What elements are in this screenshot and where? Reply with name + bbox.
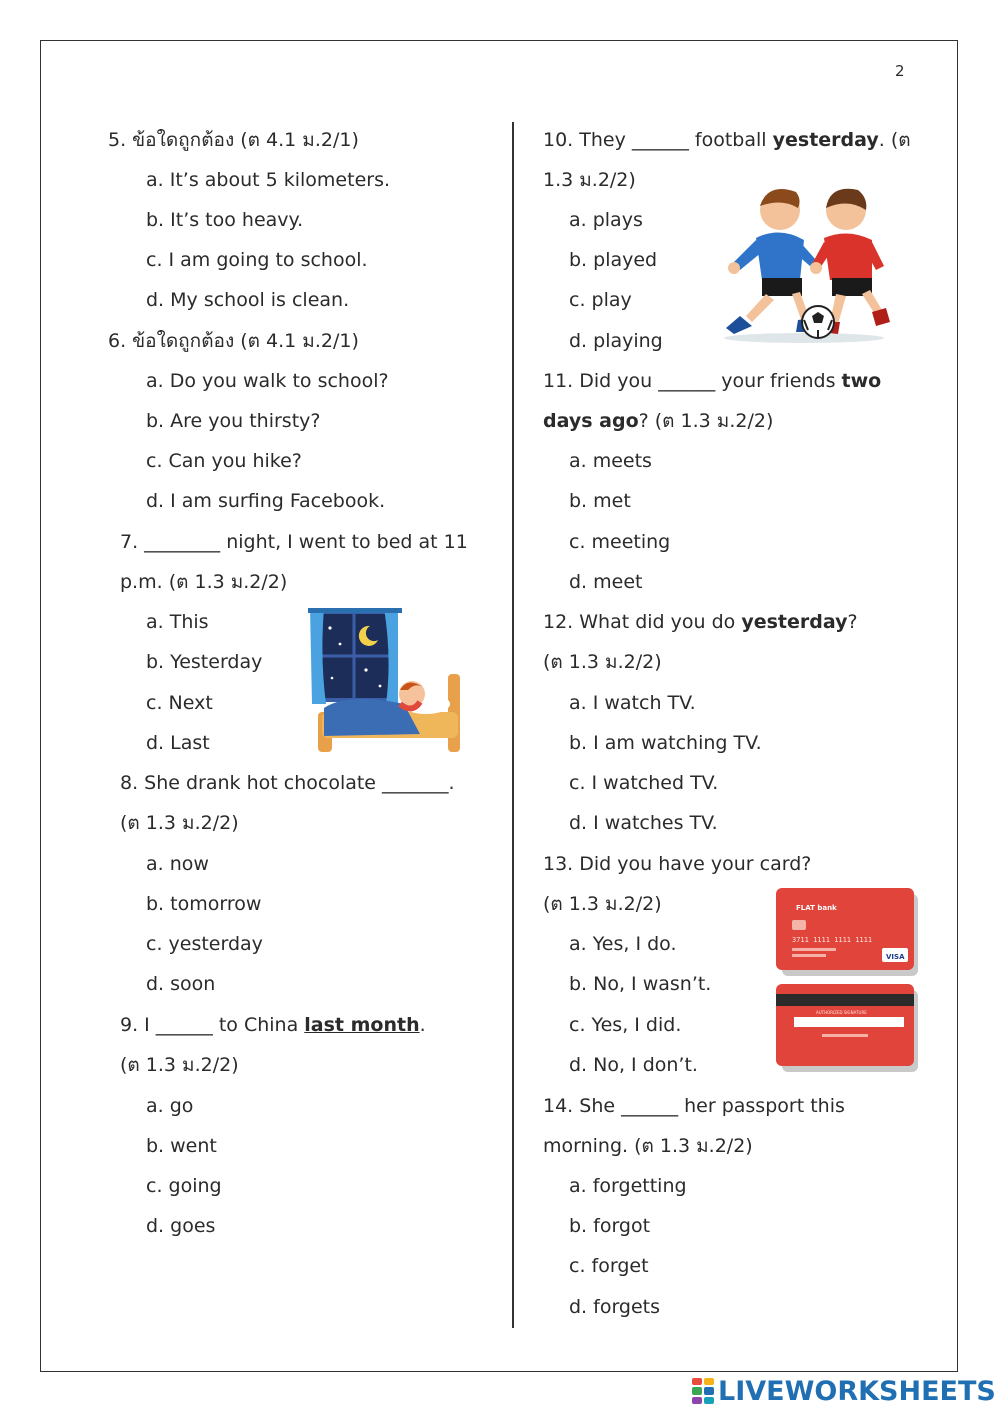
- q6-option-a[interactable]: a. Do you walk to school?: [146, 370, 389, 392]
- q6-option-c[interactable]: c. Can you hike?: [146, 450, 302, 472]
- question-6-prompt: 6. ข้อใดถูกต้อง (ต 4.1 ม.2/1): [108, 330, 359, 352]
- question-11-prompt: 11. Did you ______ your friends two: [543, 370, 882, 392]
- q9-option-b[interactable]: b. went: [146, 1135, 217, 1157]
- question-10-prompt: 10. They ______ football yesterday. (ต: [543, 129, 911, 151]
- q6-option-b[interactable]: b. Are you thirsty?: [146, 410, 321, 432]
- bedtime-illustration: [308, 608, 464, 756]
- q7-option-a[interactable]: a. This: [146, 611, 209, 633]
- question-13-prompt: 13. Did you have your card?: [543, 853, 812, 875]
- q7-option-c[interactable]: c. Next: [146, 692, 213, 714]
- q12-option-a[interactable]: a. I watch TV.: [569, 692, 696, 714]
- logo-text: LIVEWORKSHEETS: [718, 1375, 996, 1407]
- q14-option-c[interactable]: c. forget: [569, 1255, 649, 1277]
- q10-option-d[interactable]: d. playing: [569, 330, 663, 352]
- q7-option-d[interactable]: d. Last: [146, 732, 210, 754]
- page-number: 2: [895, 62, 905, 80]
- q9-option-d[interactable]: d. goes: [146, 1215, 216, 1237]
- question-9-prompt: 9. I ______ to China last month.: [120, 1014, 426, 1036]
- question-13-code: (ต 1.3 ม.2/2): [543, 893, 662, 915]
- question-9-code: (ต 1.3 ม.2/2): [120, 1054, 239, 1076]
- q14-option-a[interactable]: a. forgetting: [569, 1175, 687, 1197]
- q5-option-d[interactable]: d. My school is clean.: [146, 289, 350, 311]
- question-8-code: (ต 1.3 ม.2/2): [120, 812, 239, 834]
- q11-option-a[interactable]: a. meets: [569, 450, 652, 472]
- q8-option-b[interactable]: b. tomorrow: [146, 893, 262, 915]
- q11-option-c[interactable]: c. meeting: [569, 531, 671, 553]
- q8-option-c[interactable]: c. yesterday: [146, 933, 263, 955]
- q14-option-b[interactable]: b. forgot: [569, 1215, 651, 1237]
- q10-key-word: yesterday: [772, 129, 879, 151]
- q5-option-b[interactable]: b. It’s too heavy.: [146, 209, 304, 231]
- q9-key-phrase: last month: [304, 1014, 420, 1036]
- question-5-prompt: 5. ข้อใดถูกต้อง (ต 4.1 ม.2/1): [108, 129, 359, 151]
- card-signature-label: AUTHORIZED SIGNATURE: [816, 1010, 867, 1015]
- q6-option-d[interactable]: d. I am surfing Facebook.: [146, 490, 386, 512]
- q12-option-b[interactable]: b. I am watching TV.: [569, 732, 762, 754]
- q5-option-a[interactable]: a. It’s about 5 kilometers.: [146, 169, 391, 191]
- q11-key-phrase: days ago: [543, 410, 639, 432]
- column-divider: [512, 122, 514, 1328]
- question-7-code: p.m. (ต 1.3 ม.2/2): [120, 571, 288, 593]
- logo-grid-icon: [692, 1378, 714, 1404]
- soccer-players-illustration: [712, 180, 896, 344]
- q14-option-d[interactable]: d. forgets: [569, 1296, 661, 1318]
- q8-option-a[interactable]: a. now: [146, 853, 209, 875]
- q5-option-c[interactable]: c. I am going to school.: [146, 249, 368, 271]
- q12-option-d[interactable]: d. I watches TV.: [569, 812, 718, 834]
- q10-option-b[interactable]: b. played: [569, 249, 658, 271]
- q11-key-word: two: [841, 370, 882, 392]
- q13-option-d[interactable]: d. No, I don’t.: [569, 1054, 698, 1076]
- q11-option-b[interactable]: b. met: [569, 490, 631, 512]
- card-bank-name: FLAT bank: [796, 904, 837, 912]
- question-12-code: (ต 1.3 ม.2/2): [543, 651, 662, 673]
- liveworksheets-logo[interactable]: [692, 1374, 996, 1408]
- q10-option-a[interactable]: a. plays: [569, 209, 643, 231]
- q11-option-d[interactable]: d. meet: [569, 571, 643, 593]
- q7-option-b[interactable]: b. Yesterday: [146, 651, 263, 673]
- question-10-code: 1.3 ม.2/2): [543, 169, 636, 191]
- q13-option-b[interactable]: b. No, I wasn’t.: [569, 973, 712, 995]
- visa-logo: VISA: [886, 953, 905, 961]
- q9-option-a[interactable]: a. go: [146, 1095, 194, 1117]
- question-7-prompt: 7. ________ night, I went to bed at 11: [120, 531, 468, 553]
- card-number: 3711 1111 1111 1111: [792, 936, 873, 944]
- q8-option-d[interactable]: d. soon: [146, 973, 216, 995]
- q12-key-word: yesterday: [741, 611, 848, 633]
- question-14-prompt: 14. She ______ her passport this: [543, 1095, 845, 1117]
- q9-option-c[interactable]: c. going: [146, 1175, 222, 1197]
- question-11-code: days ago? (ต 1.3 ม.2/2): [543, 410, 774, 432]
- q12-option-c[interactable]: c. I watched TV.: [569, 772, 719, 794]
- q10-option-c[interactable]: c. play: [569, 289, 632, 311]
- question-12-prompt: 12. What did you do yesterday?: [543, 611, 858, 633]
- question-8-prompt: 8. She drank hot chocolate _______.: [120, 772, 455, 794]
- q13-option-c[interactable]: c. Yes, I did.: [569, 1014, 682, 1036]
- credit-card-illustration: [776, 888, 918, 1074]
- q13-option-a[interactable]: a. Yes, I do.: [569, 933, 677, 955]
- question-14-code: morning. (ต 1.3 ม.2/2): [543, 1135, 753, 1157]
